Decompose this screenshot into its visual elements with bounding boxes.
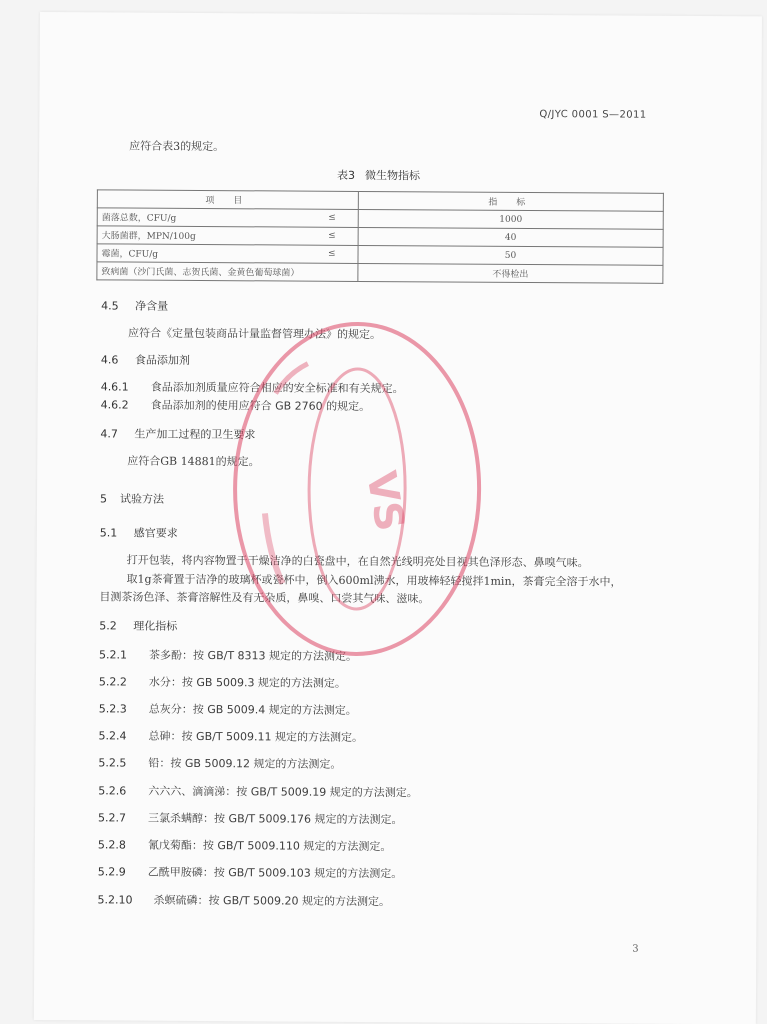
table-caption-title: 微生物指标 xyxy=(364,168,421,183)
standard-code: Q/JYC 0001 S—2011 xyxy=(539,109,647,121)
table-cell-name: 菌落总数，CFU/g ≤ xyxy=(97,208,358,228)
clause-item: 5.2.8 氰戊菊酯：按 GB/T 5009.110 规定的方法测定。 xyxy=(97,838,392,854)
clause-item: 5.2.9 乙酰甲胺磷：按 GB/T 5009.103 规定的方法测定。 xyxy=(97,865,403,881)
section-5-1-paragraph-2: 取1g茶膏置于洁净的玻璃杯或瓷杯中，倒入600ml沸水，用玻棒轻轻搅拌1min，茶膏完全溶于水中， xyxy=(126,572,622,589)
section-heading-5: 5 试验方法 xyxy=(99,492,165,506)
table-row xyxy=(97,262,663,283)
table-cell-value: 1000 xyxy=(358,209,663,229)
clause-item: 5.2.4 总砷：按 GB/T 5009.11 规定的方法测定。 xyxy=(98,729,364,744)
clause-item: 5.2.6 六六六、滴滴涕：按 GB/T 5009.19 规定的方法测定。 xyxy=(98,784,418,800)
table-cell-operator: ≤ xyxy=(327,248,336,259)
section-heading-4-6: 4.6 食品添加剂 xyxy=(100,353,190,367)
clause-4-6-1: 4.6.1 食品添加剂质量应符合相应的安全标准和有关规定。 xyxy=(100,380,404,396)
clause-item: 5.2.7 三氯杀螨醇：按 GB/T 5009.176 规定的方法测定。 xyxy=(98,811,403,827)
section-5-1-paragraph-1: 打开包装，将内容物置于干燥洁净的白瓷盘中，在自然光线明亮处目视其色泽形态、鼻嗅气味。 xyxy=(126,553,589,570)
seal-lettering: VS xyxy=(357,467,413,535)
microbiology-table xyxy=(96,189,664,283)
table-cell-value: 40 xyxy=(358,227,663,247)
section-5-1-paragraph-2-cont: 目测茶汤色泽、茶膏溶解性及有无杂质，鼻嗅、口尝其气味、滋味。 xyxy=(99,590,430,606)
section-heading-4-7: 4.7 生产加工过程的卫生要求 xyxy=(100,427,256,442)
clause-4-6-2: 4.6.2 食品添加剂的使用应符合 GB 2760 的规定。 xyxy=(100,398,371,414)
company-seal xyxy=(216,313,498,675)
clause-item: 5.2.1 茶多酚：按 GB/T 8313 规定的方法测定。 xyxy=(99,648,358,663)
table-cell-operator: ≤ xyxy=(328,212,336,223)
table-cell-name: 致病菌（沙门氏菌、志贺氏菌、金黄色葡萄球菌） xyxy=(97,262,358,282)
table-cell-name: 大肠菌群，MPN/100g ≤ xyxy=(97,226,358,246)
table-caption xyxy=(337,167,420,184)
table-caption-label: 表3 xyxy=(336,168,356,182)
section-heading-4-5: 4.5 净含量 xyxy=(101,299,169,313)
intro-line: 应符合表3的规定。 xyxy=(129,139,225,154)
clause-item: 5.2.5 铅：按 GB 5009.12 规定的方法测定。 xyxy=(98,756,342,771)
page-number: 3 xyxy=(632,943,639,955)
table-cell-value: 50 xyxy=(358,245,663,265)
table-cell-operator: ≤ xyxy=(328,230,336,241)
table-cell-value: 不得检出 xyxy=(358,263,663,283)
section-4-5-text: 应符合《定量包装商品计量监督管理办法》的规定。 xyxy=(128,326,382,342)
section-4-7-text: 应符合GB 14881的规定。 xyxy=(127,454,260,469)
section-heading-5-1: 5.1 感官要求 xyxy=(99,526,178,540)
table-cell-name: 霉菌，CFU/g ≤ xyxy=(97,244,358,264)
section-heading-5-2: 5.2 理化指标 xyxy=(99,619,178,633)
clause-item: 5.2.2 水分：按 GB 5009.3 规定的方法测定。 xyxy=(98,675,347,690)
table-header-item: 项 目 xyxy=(97,190,358,210)
clause-item: 5.2.10 杀螟硫磷：按 GB/T 5009.20 规定的方法测定。 xyxy=(97,893,391,909)
document-page xyxy=(34,12,762,1024)
clause-item: 5.2.3 总灰分：按 GB 5009.4 规定的方法测定。 xyxy=(98,702,357,717)
table-header-value: 指 标 xyxy=(358,191,663,211)
